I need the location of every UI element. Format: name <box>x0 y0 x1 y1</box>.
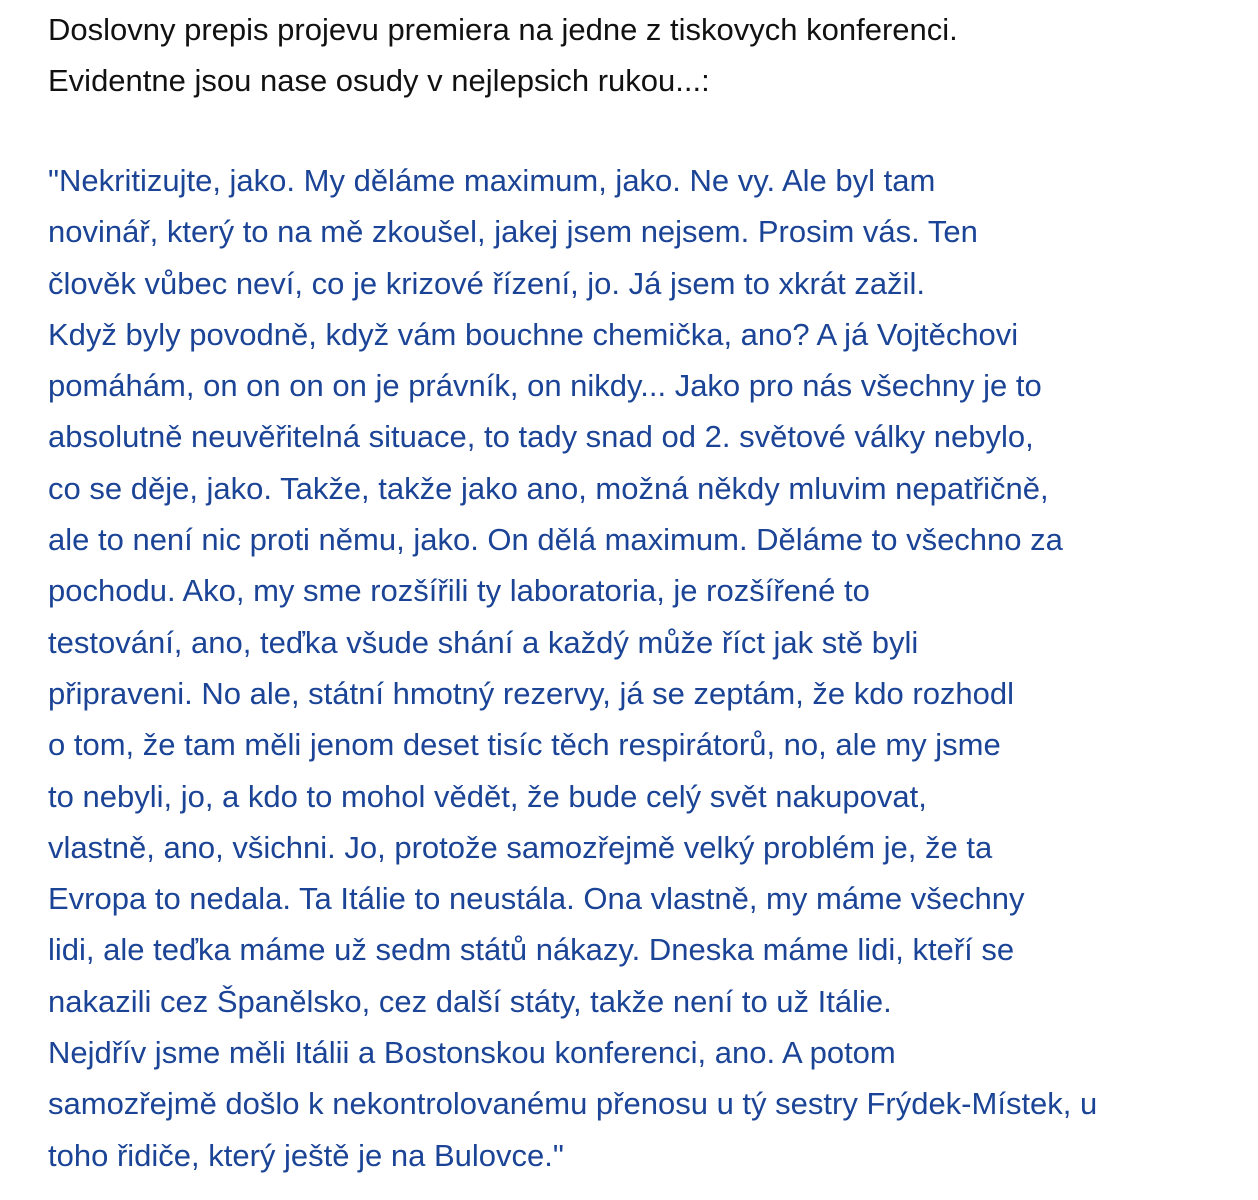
quote-line: absolutně neuvěřitelná situace, to tady snad od 2. světové války nebylo, <box>48 419 1034 455</box>
quote-line: vlastně, ano, všichni. Jo, protože samozřejmě velký problém je, že ta <box>48 829 993 865</box>
quote-line: Evropa to nedala. Ta Itálie to neustála. Ona vlastně, my máme všechny <box>48 881 1025 917</box>
quote-line: to nebyli, jo, a kdo to mohol vědět, že bude celý svět nakupovat, <box>48 778 927 814</box>
quote-line: o tom, že tam měli jenom deset tisíc těch respirátorů, no, ale my jsme <box>48 727 1001 763</box>
quote-line: Když byly povodně, když vám bouchne chemička, ano? A já Vojtěchovi <box>48 316 1019 352</box>
quote-paragraph <box>48 155 1097 1181</box>
quote-line: pomáhám, on on on on je právník, on nikdy... Jako pro nás všechny je to <box>48 368 1042 404</box>
quote-line: ale to není nic proti němu, jako. On dělá maximum. Děláme to všechno za <box>48 522 1063 558</box>
quote-line: člověk vůbec neví, co je krizové řízení, jo. Já jsem to xkrát zažil. <box>48 265 925 301</box>
quote-line: Nejdřív jsme měli Itálii a Bostonskou konferenci, ano. A potom <box>48 1035 896 1071</box>
quote-line: toho řidiče, který ještě je na Bulovce." <box>48 1137 564 1173</box>
quote-line: pochodu. Ako, my sme rozšířili ty laboratoria, je rozšířené to <box>48 573 870 609</box>
quote-line: novinář, který to na mě zkoušel, jakej jsem nejsem. Prosim vás. Ten <box>48 214 978 250</box>
quote-line: lidi, ale teďka máme už sedm států nákazy. Dneska máme lidi, kteří se <box>48 932 1015 968</box>
quote-line: nakazili cez Španělsko, cez další státy, takže není to už Itálie. <box>48 983 892 1019</box>
document <box>48 0 1248 1173</box>
intro-line: Evidentne jsou nase osudy v nejlepsich rukou...: <box>48 63 710 98</box>
quote-line: "Nekritizujte, jako. My děláme maximum, jako. Ne vy. Ale byl tam <box>48 163 936 198</box>
quote-line: připraveni. No ale, státní hmotný rezervy, já se zeptám, že kdo rozhodl <box>48 675 1015 711</box>
quote-line: testování, ano, teďka všude shání a každý může říct jak stě byli <box>48 624 919 660</box>
quote-line: samozřejmě došlo k nekontrolovanému přenosu u tý sestry Frýdek-Místek, u <box>48 1086 1098 1122</box>
quote-line: co se děje, jako. Takže, takže jako ano, možná někdy mluvim nepatřičně, <box>48 470 1049 506</box>
intro-paragraph <box>48 0 1248 106</box>
intro-line: Doslovny prepis projevu premiera na jedne z tiskovych konferenci. <box>48 12 958 47</box>
